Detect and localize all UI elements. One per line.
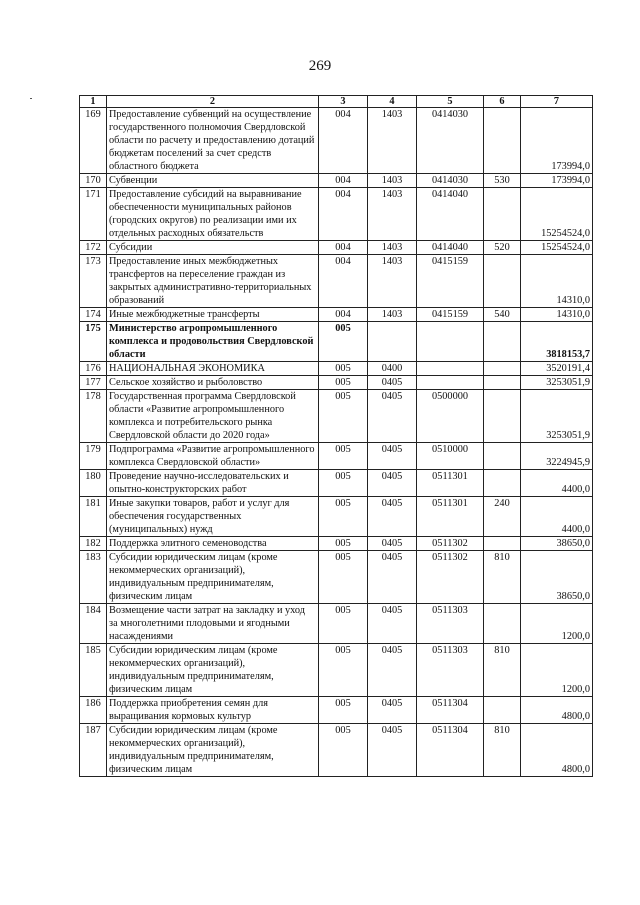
row-number: 181: [80, 497, 107, 537]
table-row: [80, 108, 593, 174]
column-header: 4: [368, 96, 417, 108]
row-number: 169: [80, 108, 107, 174]
expense-type-code: [484, 376, 521, 390]
row-description: Предоставление субвенций на осуществление государственного полномочия Свердловской области по расчету и предоставлению дотаций бюджетам поселений за счет средств областного бюджета: [107, 108, 319, 174]
row-amount: 4800,0: [521, 697, 593, 724]
row-amount: 1200,0: [521, 604, 593, 644]
target-article-code: [417, 376, 484, 390]
expense-type-code: [484, 443, 521, 470]
table-row: [80, 241, 593, 255]
row-amount: 3520191,4: [521, 362, 593, 376]
section-code: 1403: [368, 174, 417, 188]
row-amount: 38650,0: [521, 551, 593, 604]
expense-type-code: 810: [484, 724, 521, 777]
expense-type-code: [484, 537, 521, 551]
expense-type-code: [484, 470, 521, 497]
target-article-code: 0414030: [417, 174, 484, 188]
table-row: [80, 390, 593, 443]
target-article-code: 0415159: [417, 255, 484, 308]
target-article-code: 0511301: [417, 470, 484, 497]
row-amount: 3253051,9: [521, 390, 593, 443]
table-row: [80, 443, 593, 470]
row-number: 187: [80, 724, 107, 777]
target-article-code: 0511304: [417, 724, 484, 777]
ministry-code: 004: [319, 174, 368, 188]
ministry-code: 005: [319, 551, 368, 604]
section-code: 0405: [368, 537, 417, 551]
row-amount: 3224945,9: [521, 443, 593, 470]
target-article-code: 0511302: [417, 537, 484, 551]
column-header: 7: [521, 96, 593, 108]
ministry-code: 004: [319, 308, 368, 322]
column-header: 6: [484, 96, 521, 108]
row-number: 174: [80, 308, 107, 322]
ministry-code: 005: [319, 443, 368, 470]
row-description: Проведение научно-исследовательских и опытно-конструкторских работ: [107, 470, 319, 497]
row-number: 184: [80, 604, 107, 644]
row-description: Иные закупки товаров, работ и услуг для обеспечения государственных (муниципальных) нужд: [107, 497, 319, 537]
row-description: Сельское хозяйство и рыболовство: [107, 376, 319, 390]
row-number: 178: [80, 390, 107, 443]
expense-type-code: 810: [484, 644, 521, 697]
section-code: 1403: [368, 255, 417, 308]
section-code: [368, 322, 417, 362]
table-row: [80, 255, 593, 308]
row-description: Поддержка элитного семеноводства: [107, 537, 319, 551]
column-header: 2: [107, 96, 319, 108]
row-number: 182: [80, 537, 107, 551]
target-article-code: [417, 322, 484, 362]
ministry-code: 005: [319, 644, 368, 697]
expense-type-code: [484, 362, 521, 376]
row-number: 175: [80, 322, 107, 362]
row-description: Возмещение части затрат на закладку и уход за многолетними плодовыми и ягодными насаждениями: [107, 604, 319, 644]
expense-type-code: 810: [484, 551, 521, 604]
ministry-code: 005: [319, 470, 368, 497]
ministry-code: 005: [319, 497, 368, 537]
row-amount: 15254524,0: [521, 241, 593, 255]
section-code: 0405: [368, 497, 417, 537]
row-number: 177: [80, 376, 107, 390]
section-code: 1403: [368, 308, 417, 322]
row-number: 186: [80, 697, 107, 724]
target-article-code: 0415159: [417, 308, 484, 322]
target-article-code: 0511304: [417, 697, 484, 724]
column-header: 3: [319, 96, 368, 108]
row-amount: 3253051,9: [521, 376, 593, 390]
row-description: Предоставление субсидий на выравнивание обеспеченности муниципальных районов (городских округов) по реализации ими их отдельных расходных обязательств: [107, 188, 319, 241]
expense-type-code: [484, 108, 521, 174]
expense-type-code: 530: [484, 174, 521, 188]
ministry-code: 004: [319, 188, 368, 241]
section-code: 1403: [368, 108, 417, 174]
ministry-code: 004: [319, 108, 368, 174]
ministry-code: 004: [319, 241, 368, 255]
column-header: 1: [80, 96, 107, 108]
ministry-code: 005: [319, 537, 368, 551]
target-article-code: 0511303: [417, 604, 484, 644]
section-code: 0405: [368, 390, 417, 443]
section-code: 0405: [368, 443, 417, 470]
row-description: Государственная программа Свердловской области «Развитие агропромышленного комплекса и потребительского рынка Свердловской области до 2020 года»: [107, 390, 319, 443]
table-row: [80, 376, 593, 390]
row-number: 172: [80, 241, 107, 255]
row-amount: 4400,0: [521, 470, 593, 497]
row-number: 171: [80, 188, 107, 241]
expense-type-code: [484, 188, 521, 241]
row-number: 183: [80, 551, 107, 604]
section-code: 1403: [368, 241, 417, 255]
table-row: [80, 470, 593, 497]
row-amount: 173994,0: [521, 108, 593, 174]
ministry-code: 005: [319, 322, 368, 362]
target-article-code: 0414040: [417, 241, 484, 255]
row-amount: 1200,0: [521, 644, 593, 697]
row-number: 179: [80, 443, 107, 470]
row-amount: 4800,0: [521, 724, 593, 777]
page-number: 269: [308, 58, 332, 74]
row-amount: 3818153,7: [521, 322, 593, 362]
row-number: 173: [80, 255, 107, 308]
row-description: Поддержка приобретения семян для выращивания кормовых культур: [107, 697, 319, 724]
target-article-code: 0414030: [417, 108, 484, 174]
row-description: Субсидии: [107, 241, 319, 255]
table-row: [80, 174, 593, 188]
column-header: 5: [417, 96, 484, 108]
row-description: Субвенции: [107, 174, 319, 188]
target-article-code: [417, 362, 484, 376]
ministry-code: 005: [319, 376, 368, 390]
expense-type-code: [484, 322, 521, 362]
section-code: 1403: [368, 188, 417, 241]
section-code: 0405: [368, 376, 417, 390]
table-row: [80, 724, 593, 777]
section-code: 0405: [368, 470, 417, 497]
target-article-code: 0511301: [417, 497, 484, 537]
row-number: 170: [80, 174, 107, 188]
expense-type-code: 520: [484, 241, 521, 255]
ministry-code: 005: [319, 390, 368, 443]
table-body: [80, 108, 593, 777]
row-amount: 15254524,0: [521, 188, 593, 241]
ministry-code: 005: [319, 724, 368, 777]
section-code: 0400: [368, 362, 417, 376]
section-code: 0405: [368, 724, 417, 777]
row-amount: 4400,0: [521, 497, 593, 537]
row-description: Министерство агропромышленного комплекса и продовольствия Свердловской области: [107, 322, 319, 362]
target-article-code: 0511303: [417, 644, 484, 697]
row-description: Подпрограмма «Развитие агропромышленного комплекса Свердловской области»: [107, 443, 319, 470]
expense-type-code: [484, 697, 521, 724]
budget-table: [79, 95, 593, 777]
section-code: 0405: [368, 551, 417, 604]
table-row: [80, 308, 593, 322]
table-header-row: [80, 96, 593, 108]
section-code: 0405: [368, 604, 417, 644]
table-row: [80, 604, 593, 644]
row-description: Иные межбюджетные трансферты: [107, 308, 319, 322]
target-article-code: 0511302: [417, 551, 484, 604]
expense-type-code: 540: [484, 308, 521, 322]
expense-type-code: [484, 255, 521, 308]
table-row: [80, 362, 593, 376]
row-description: Субсидии юридическим лицам (кроме некоммерческих организаций), индивидуальным предпринимателям, физическим лицам: [107, 644, 319, 697]
row-description: Субсидии юридическим лицам (кроме некоммерческих организаций), индивидуальным предпринимателям, физическим лицам: [107, 551, 319, 604]
row-number: 176: [80, 362, 107, 376]
row-amount: 173994,0: [521, 174, 593, 188]
ministry-code: 005: [319, 362, 368, 376]
table-row: [80, 551, 593, 604]
ministry-code: 005: [319, 697, 368, 724]
expense-type-code: [484, 604, 521, 644]
table-row: [80, 497, 593, 537]
row-amount: 38650,0: [521, 537, 593, 551]
row-number: 185: [80, 644, 107, 697]
table-row: [80, 188, 593, 241]
table-row: [80, 644, 593, 697]
section-code: 0405: [368, 644, 417, 697]
expense-type-code: [484, 390, 521, 443]
ministry-code: 005: [319, 604, 368, 644]
target-article-code: 0414040: [417, 188, 484, 241]
section-code: 0405: [368, 697, 417, 724]
row-amount: 14310,0: [521, 308, 593, 322]
row-description: Предоставление иных межбюджетных трансфертов на переселение граждан из закрытых административно-территориальных образований: [107, 255, 319, 308]
row-description: НАЦИОНАЛЬНАЯ ЭКОНОМИКА: [107, 362, 319, 376]
expense-type-code: 240: [484, 497, 521, 537]
target-article-code: 0500000: [417, 390, 484, 443]
margin-mark: [30, 98, 32, 99]
target-article-code: 0510000: [417, 443, 484, 470]
row-description: Субсидии юридическим лицам (кроме некоммерческих организаций), индивидуальным предпринимателям, физическим лицам: [107, 724, 319, 777]
row-amount: 14310,0: [521, 255, 593, 308]
table-row: [80, 322, 593, 362]
table-row: [80, 537, 593, 551]
table-row: [80, 697, 593, 724]
row-number: 180: [80, 470, 107, 497]
ministry-code: 004: [319, 255, 368, 308]
